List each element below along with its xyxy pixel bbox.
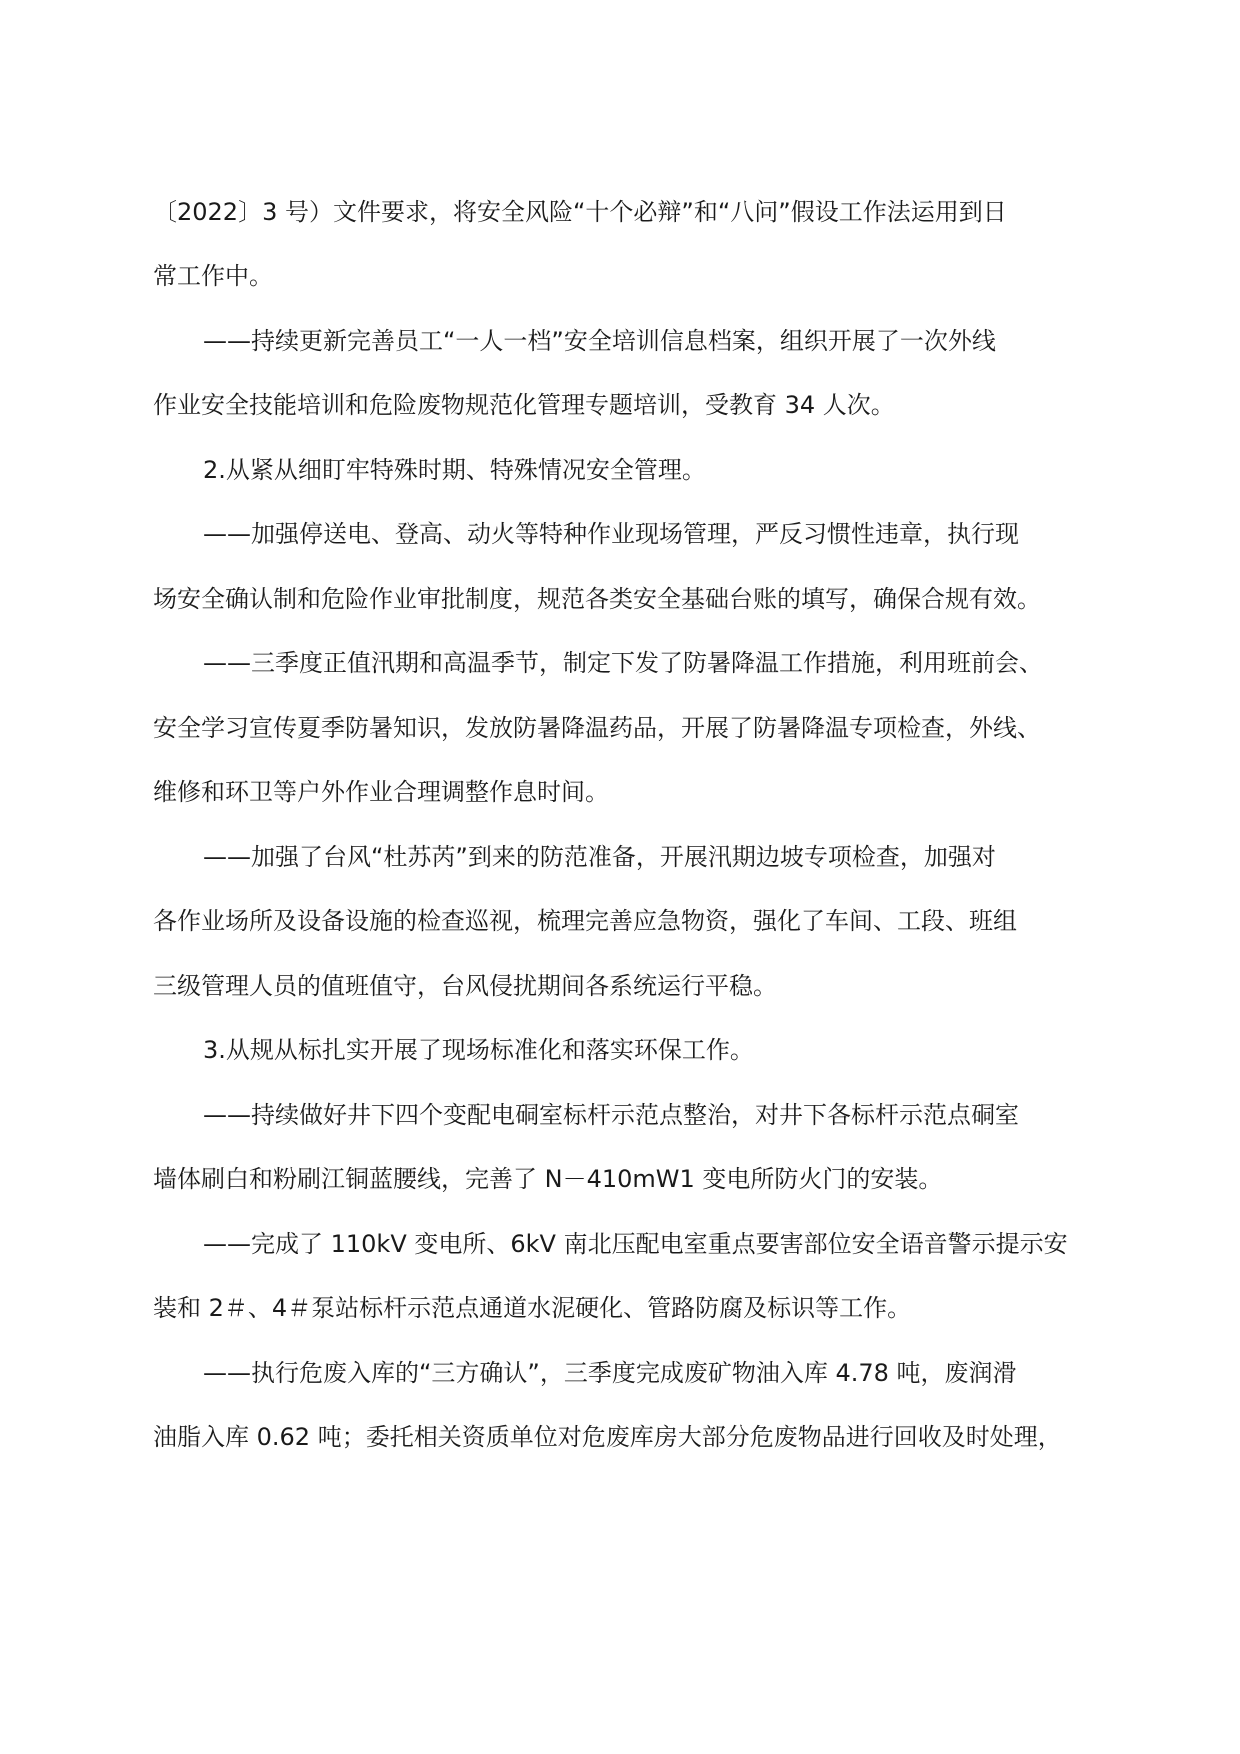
text-line-7: 场安全确认制和危险作业审批制度，规范各类安全基础台账的填写，确保合规有效。 bbox=[153, 585, 1041, 613]
text-line-19: ——执行危废入库的“三方确认”，三季度完成废矿物油入库 4.78 吨，废润滑 bbox=[203, 1359, 1017, 1387]
text-line-17: ——完成了 110kV 变电所、6kV 南北压配电室重点要害部位安全语音警示提示安 bbox=[203, 1230, 1068, 1258]
text-line-13: 三级管理人员的值班值守，台风侵扰期间各系统运行平稳。 bbox=[153, 972, 777, 1000]
text-line-3: ——持续更新完善员工“一人一档”安全培训信息档案，组织开展了一次外线 bbox=[203, 327, 996, 355]
heading-3: 3.从规从标扎实开展了现场标准化和落实环保工作。 bbox=[203, 1036, 754, 1064]
text-line-18: 装和 2＃、4＃泵站标杆示范点通道水泥硬化、管路防腐及标识等工作。 bbox=[153, 1294, 912, 1322]
text-line-4: 作业安全技能培训和危险废物规范化管理专题培训，受教育 34 人次。 bbox=[153, 391, 895, 419]
text-line-8: ——三季度正值汛期和高温季节，制定下发了防暑降温工作措施，利用班前会、 bbox=[203, 649, 1043, 677]
text-line-10: 维修和环卫等户外作业合理调整作息时间。 bbox=[153, 778, 609, 806]
heading-2: 2.从紧从细盯牢特殊时期、特殊情况安全管理。 bbox=[203, 456, 706, 484]
text-line-11: ——加强了台风“杜苏芮”到来的防范准备，开展汛期边坡专项检查，加强对 bbox=[203, 843, 996, 871]
text-line-2: 常工作中。 bbox=[153, 262, 273, 290]
text-line-15: ——持续做好井下四个变配电硐室标杆示范点整治，对井下各标杆示范点硐室 bbox=[203, 1101, 1019, 1129]
text-line-9: 安全学习宣传夏季防暑知识，发放防暑降温药品，开展了防暑降温专项检查，外线、 bbox=[153, 714, 1041, 742]
text-line-12: 各作业场所及设备设施的检查巡视，梳理完善应急物资，强化了车间、工段、班组 bbox=[153, 907, 1017, 935]
text-line-20: 油脂入库 0.62 吨；委托相关资质单位对危废库房大部分危废物品进行回收及时处理， bbox=[153, 1423, 1062, 1451]
text-line-6: ——加强停送电、登高、动火等特种作业现场管理，严反习惯性违章，执行现 bbox=[203, 520, 1019, 548]
text-line-16: 墙体刷白和粉刷江铜蓝腰线，完善了 N－410mW1 变电所防火门的安装。 bbox=[153, 1165, 943, 1193]
text-line-1: 〔2022〕3 号）文件要求，将安全风险“十个必辩”和“八问”假设工作法运用到日 bbox=[153, 198, 1007, 226]
